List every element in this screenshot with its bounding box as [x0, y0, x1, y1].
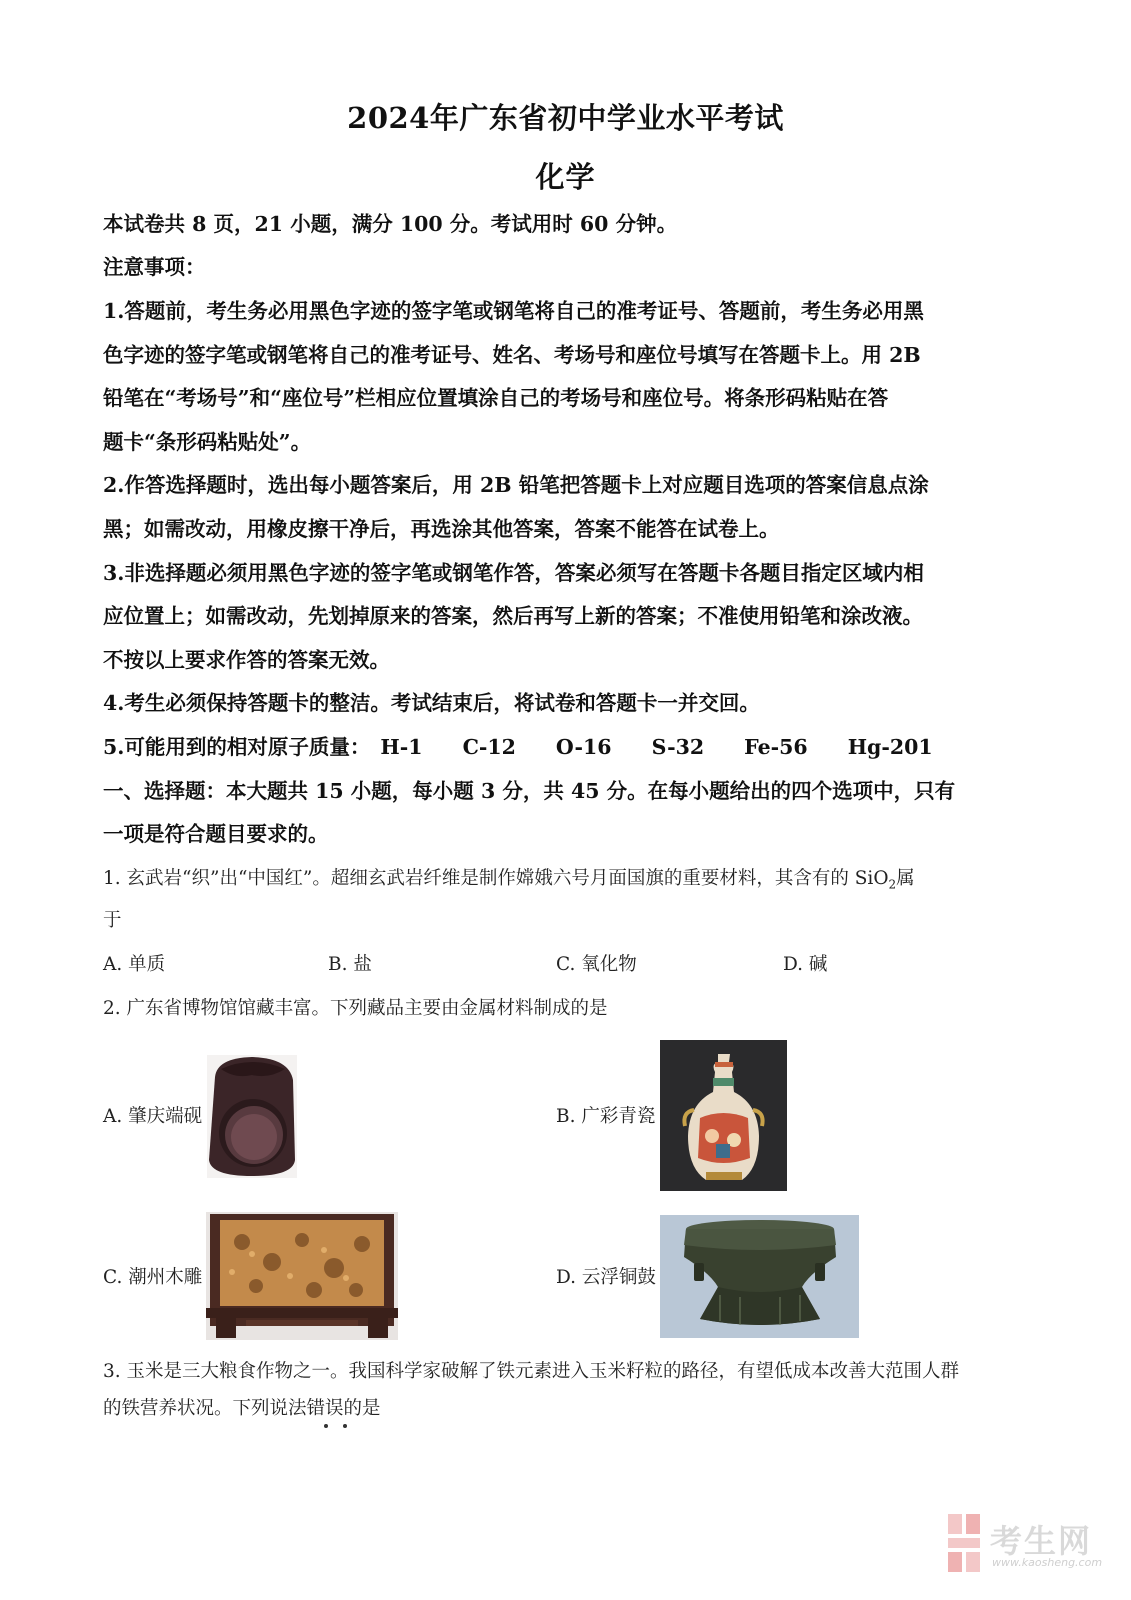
question-1-line-1	[103, 866, 1033, 898]
question-2-option-a[interactable]: A. 肇庆端砚	[103, 1106, 203, 1127]
notice-1-line-3: 铅笔在“考场号”和“座位号”栏相应位置填涂自己的考场号和座位号。将条形码粘贴在答	[103, 386, 889, 410]
exam-intro: 本试卷共 8 页，21 小题，满分 100 分。考试用时 60 分钟。	[103, 212, 678, 236]
question-1-text-end: 属	[896, 868, 915, 889]
exam-title: 2024年广东省初中学业水平考试	[347, 101, 784, 135]
question-1-option-c[interactable]: C. 氧化物	[556, 954, 637, 975]
notice-heading: 注意事项：	[103, 255, 206, 279]
notice-3-line-3: 不按以上要求作答的答案无效。	[103, 648, 390, 672]
atomic-mass-label: 5.可能用到的相对原子质量：	[103, 735, 371, 759]
section-1-heading-line-2: 一项是符合题目要求的。	[103, 822, 329, 846]
emphasis-dot	[324, 1424, 328, 1428]
atomic-mass-c: C-12	[462, 735, 516, 759]
question-1-line-2: 于	[103, 910, 122, 931]
atomic-mass-o: O-16	[555, 735, 612, 759]
question-1-subscript: 2	[888, 877, 897, 892]
question-1-text: 1. 玄武岩“织”出“中国红”。超细玄武岩纤维是制作嫦娥六号月面国旗的重要材料，其含有的 SiO	[103, 868, 889, 889]
subject-title: 化学	[535, 160, 596, 194]
question-1-option-a[interactable]: A. 单质	[103, 954, 166, 975]
atomic-mass-h: H-1	[380, 735, 423, 759]
kaosheng-watermark	[948, 1512, 1103, 1582]
question-2-stem: 2. 广东省博物馆馆藏丰富。下列藏品主要由金属材料制成的是	[103, 998, 608, 1019]
notice-2-line-1: 2.作答选择题时，选出每小题答案后，用 2B 铅笔把答题卡上对应题目选项的答案信息点涂	[103, 473, 929, 497]
atomic-mass-hg: Hg-201	[847, 735, 933, 759]
question-2-option-c[interactable]: C. 潮州木雕	[103, 1267, 203, 1288]
atomic-mass-fe: Fe-56	[744, 735, 808, 759]
question-1-option-d[interactable]: D. 碱	[783, 954, 828, 975]
notice-1-line-4: 题卡“条形码粘贴处”。	[103, 430, 312, 454]
notice-2-line-2: 黑；如需改动，用橡皮擦干净后，再选涂其他答案，答案不能答在试卷上。	[103, 517, 780, 541]
bronze-drum-image	[660, 1215, 859, 1338]
notice-3-line-2: 应位置上；如需改动，先划掉原来的答案，然后再写上新的答案；不准使用铅笔和涂改液。	[103, 604, 923, 628]
watermark-text: 考生网	[990, 1522, 1093, 1560]
question-2-option-b[interactable]: B. 广彩青瓷	[556, 1106, 656, 1127]
inkstone-image	[207, 1055, 297, 1178]
notice-3-line-1: 3.非选择题必须用黑色字迹的签字笔或钢笔作答，答案必须写在答题卡各题目指定区域内相	[103, 561, 924, 585]
question-1-option-b[interactable]: B. 盐	[328, 954, 372, 975]
notice-1-line-1: 1.答题前，考生务必用黑色字迹的签字笔或钢笔将自己的准考证号、答题前，考生务必用黑	[103, 299, 924, 323]
notice-1-line-2: 色字迹的签字笔或钢笔将自己的准考证号、姓名、考场号和座位号填写在答题卡上。用 2B	[103, 343, 921, 367]
question-3-line-1: 3. 玉米是三大粮食作物之一。我国科学家破解了铁元素进入玉米籽粒的路径，有望低成本改善大范围人群	[103, 1361, 960, 1382]
question-2-option-d[interactable]: D. 云浮铜鼓	[556, 1267, 656, 1288]
watermark-url: www.kaosheng.com	[992, 1556, 1103, 1569]
notice-4: 4.考生必须保持答题卡的整洁。考试结束后，将试卷和答题卡一并交回。	[103, 691, 760, 715]
question-3-line-2: 的铁营养状况。下列说法错误的是	[103, 1398, 381, 1419]
atomic-mass-s: S-32	[651, 735, 705, 759]
kaosheng-logo-icon	[948, 1514, 986, 1574]
wood-carving-screen-image	[206, 1212, 398, 1340]
emphasis-dot	[343, 1424, 347, 1428]
porcelain-vase-image	[660, 1040, 787, 1191]
notice-5-atomic-masses	[103, 733, 1033, 761]
section-1-heading-line-1: 一、选择题：本大题共 15 小题，每小题 3 分，共 45 分。在每小题给出的四个选项中，只有	[103, 779, 956, 803]
